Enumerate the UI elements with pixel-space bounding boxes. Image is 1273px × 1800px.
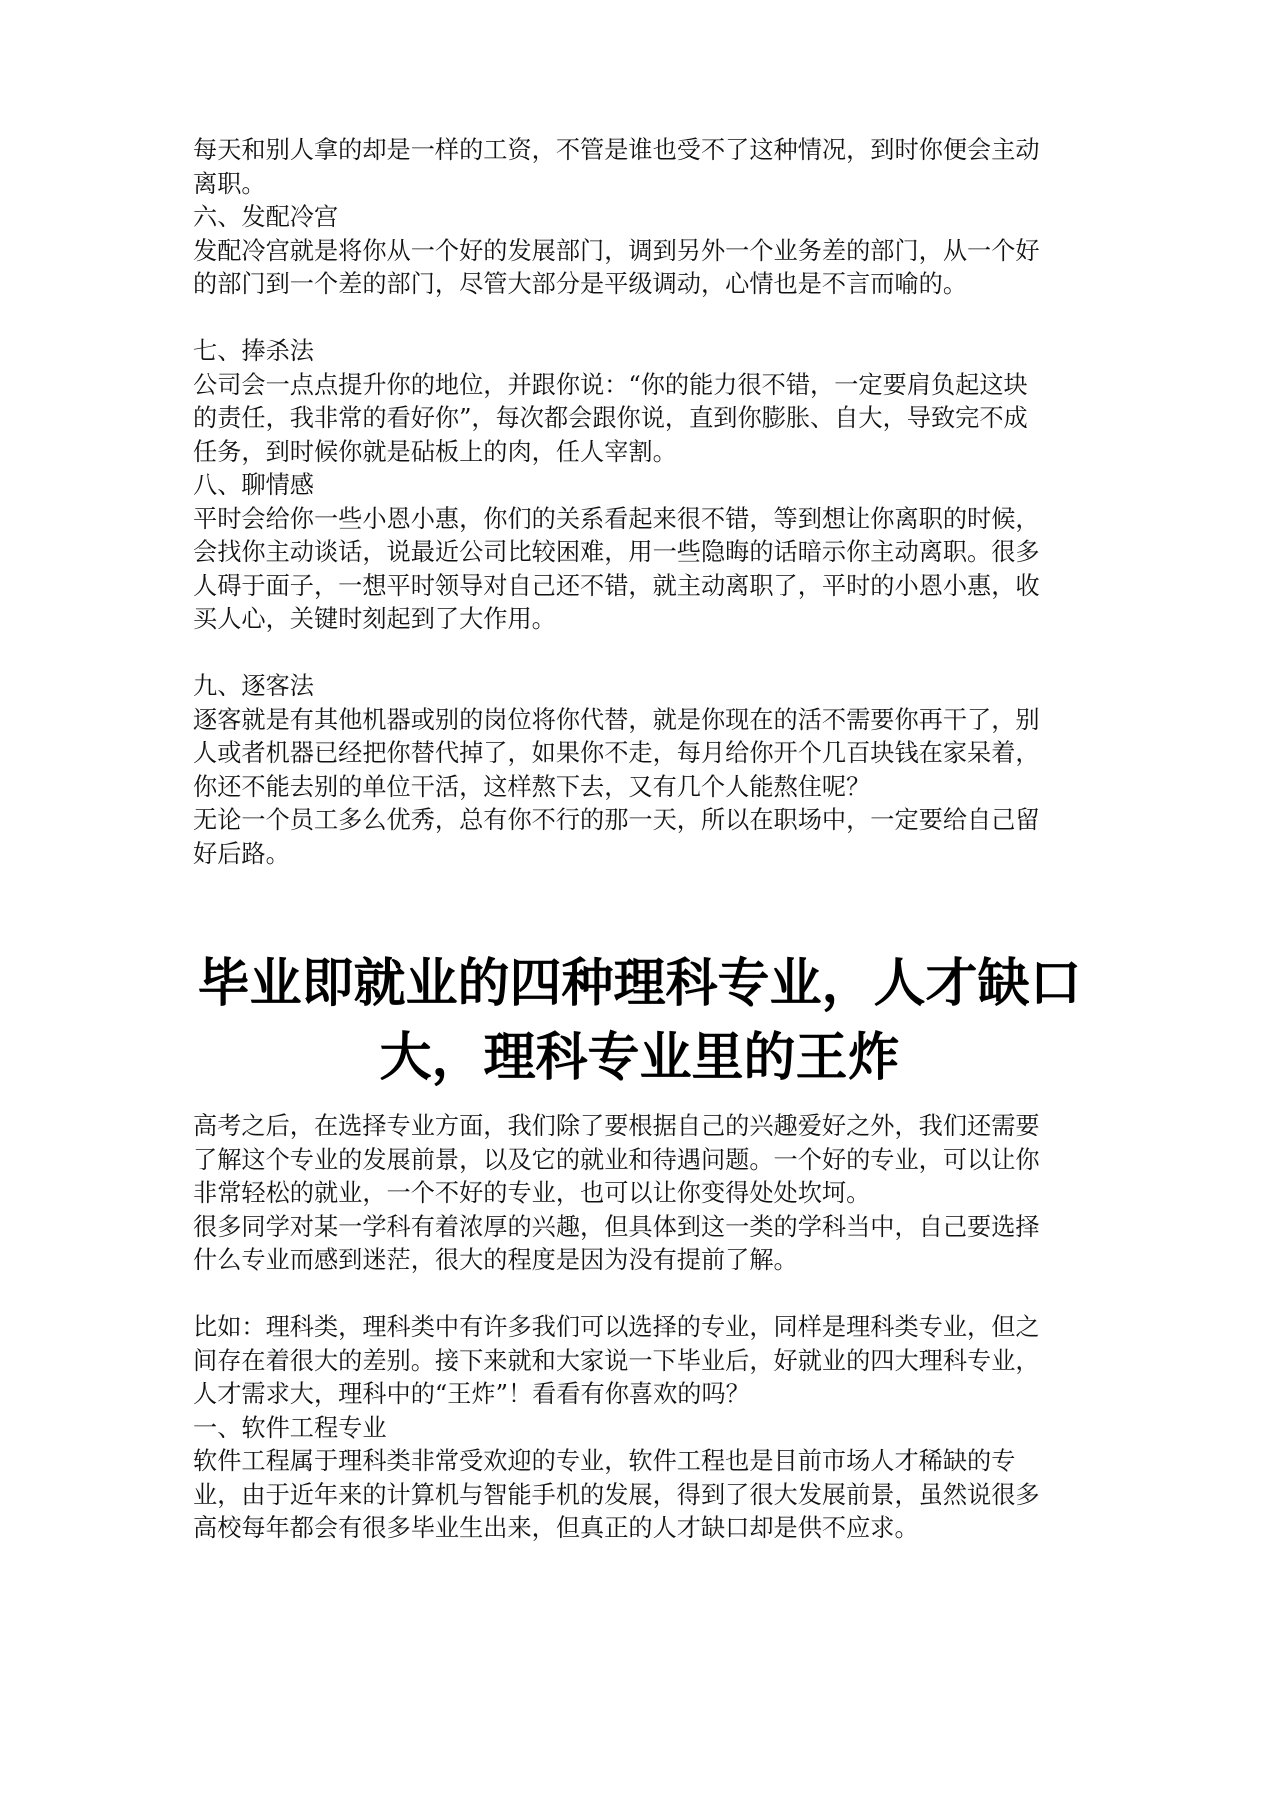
- article-title: [193, 947, 1086, 1095]
- text-line: 离职。: [193, 169, 266, 198]
- text-line: 比如：理科类，理科类中有许多我们可以选择的专业，同样是理科类专业，但之: [193, 1313, 1040, 1341]
- text-line: 了解这个专业的发展前景，以及它的就业和待遇问题。一个好的专业，可以让你: [193, 1145, 1040, 1174]
- body-text-block: [193, 134, 1086, 871]
- text-line: 业，由于近年来的计算机与智能手机的发展，得到了很大发展前景，虽然说很多: [193, 1480, 1040, 1509]
- text-line: 买人心，关键时刻起到了大作用。: [193, 605, 556, 633]
- text-line: 人或者机器已经把你替代掉了，如果你不走，每月给你开个几百块钱在家呆着，: [193, 739, 1040, 767]
- section-heading: 一、软件工程专业: [193, 1413, 387, 1442]
- text-line: 任务，到时候你就是砧板上的肉，任人宰割。: [193, 437, 677, 466]
- blank-line: [193, 637, 1086, 671]
- text-line: 每天和别人拿的却是一样的工资，不管是谁也受不了这种情况，到时你便会主动: [193, 136, 1040, 164]
- text-line: 逐客就是有其他机器或别的岗位将你代替，就是你现在的活不需要你再干了，别: [193, 705, 1040, 734]
- text-line: 软件工程属于理科类非常受欢迎的专业，软件工程也是目前市场人才稀缺的专: [193, 1447, 1016, 1475]
- section-heading: 九、逐客法: [193, 672, 314, 700]
- text-line: 人碍于面子，一想平时领导对自己还不错，就主动离职了，平时的小恩小惠，收: [193, 571, 1040, 600]
- blank-line: [193, 302, 1086, 336]
- text-line: 非常轻松的就业，一个不好的专业，也可以让你变得处处坎坷。: [193, 1179, 871, 1207]
- text-line: 发配冷宫就是将你从一个好的发展部门，调到另外一个业务差的部门，从一个好: [193, 236, 1040, 265]
- article-body-top: [193, 134, 1086, 871]
- text-line: 高考之后，在选择专业方面，我们除了要根据自己的兴趣爱好之外，我们还需要: [193, 1112, 1040, 1140]
- article-title-line: 大，理科专业里的王炸: [379, 1028, 900, 1088]
- text-line: 会找你主动谈话，说最近公司比较困难，用一些隐晦的话暗示你主动离职。很多: [193, 538, 1040, 566]
- text-line: 什么专业而感到迷茫，很大的程度是因为没有提前了解。: [193, 1246, 798, 1274]
- text-line: 很多同学对某一学科有着浓厚的兴趣，但具体到这一类的学科当中，自己要选择: [193, 1212, 1040, 1241]
- text-line: 人才需求大，理科中的“王炸”！看看有你喜欢的吗？: [193, 1380, 750, 1408]
- section-heading: 八、聊情感: [193, 471, 314, 499]
- article-body-bottom: [193, 1110, 1086, 1546]
- text-line: 的责任，我非常的看好你”，每次都会跟你说，直到你膨胀、自大，导致完不成: [193, 404, 1028, 432]
- section-heading: 七、捧杀法: [193, 337, 314, 365]
- article-title-line: 毕业即就业的四种理科专业，人才缺口: [197, 954, 1082, 1014]
- text-line: 高校每年都会有很多毕业生出来，但真正的人才缺口却是供不应求。: [193, 1514, 919, 1542]
- text-line: 平时会给你一些小恩小惠，你们的关系看起来很不错，等到想让你离职的时候，: [193, 504, 1040, 533]
- text-line: 无论一个员工多么优秀，总有你不行的那一天，所以在职场中，一定要给自己留: [193, 806, 1040, 834]
- text-line: 公司会一点点提升你的地位，并跟你说：“你的能力很不错，一定要肩负起这块: [193, 370, 1028, 399]
- section-heading: 六、发配冷宫: [193, 203, 339, 231]
- text-line: 间存在着很大的差别。接下来就和大家说一下毕业后，好就业的四大理科专业，: [193, 1346, 1040, 1375]
- text-line: 你还不能去别的单位干活，这样熬下去，又有几个人能熬住呢？: [193, 772, 871, 801]
- text-line: 的部门到一个差的部门，尽管大部分是平级调动，心情也是不言而喻的。: [193, 270, 968, 298]
- blank-line: [193, 1278, 1086, 1312]
- text-line: 好后路。: [193, 839, 290, 868]
- body-text-block: [193, 1110, 1086, 1546]
